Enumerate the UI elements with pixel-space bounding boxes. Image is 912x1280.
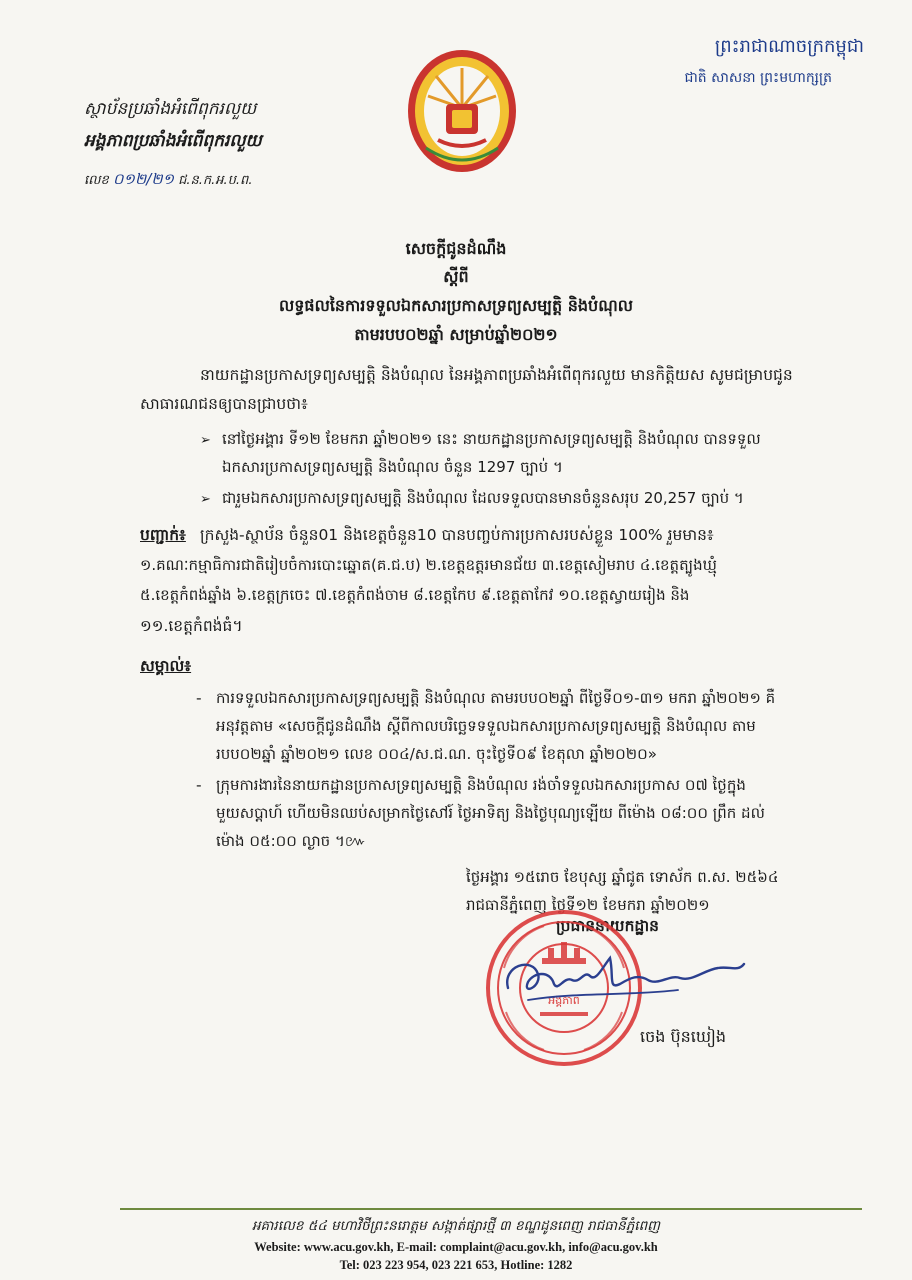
date-solar: រាជធានីភ្នំពេញ ថ្ងៃទី១២ ខែមករា ឆ្នាំ២០២១ [466,896,710,914]
stamp-center-text: អង្គភាព [548,994,580,1007]
doc-number-handwritten: ០១២/២១ [112,170,174,188]
clarification-line1: ក្រសួង-ស្ថាប័ន ចំនួន01 និងខេត្តចំនួន10 បានបញ្ចប់ការប្រកាសរបស់ខ្លួន 100% រួមមាន៖ [200,526,714,544]
note1-line3: របប០២ឆ្នាំ ឆ្នាំ២០២១ លេខ ០០៤/ស.ជ.ណ. ចុះថ្ងៃទី០៩ ខែតុលា ឆ្នាំ២០២០» [216,745,657,763]
footer-address: អគារលេខ ៥៤ មហាវិថីព្រះនរោត្តម សង្កាត់ផ្សារថ្មី ៣ ខណ្ឌដូនពេញ រាជធានីភ្នំពេញ [251,1218,660,1234]
notice-subject-line2: តាមរបប០២ឆ្នាំ សម្រាប់ឆ្នាំ២០២១ [354,325,558,344]
notice-subject-label: ស្តីពី [443,267,469,286]
footer-contact: Website: www.acu.gov.kh, E-mail: complaint@acu.gov.kh, info@acu.gov.kh [254,1240,658,1254]
kingdom-title: ព្រះរាជាណាចក្រកម្ពុជា [714,36,864,57]
clarification-line2: ១.គណៈកម្មាធិការជាតិរៀបចំការបោះឆ្នោត(គ.ជ.ប) ២.ខេត្តឧត្តរមានជ័យ ៣.ខេត្តសៀមរាប ៤.ខេត្តត្បូងឃ្មុំ [140,556,717,574]
bullet-arrow-icon: ➢ [200,433,211,448]
doc-number-prefix: លេខ [84,173,109,188]
kingdom-motto: ជាតិ សាសនា ព្រះមហាក្សត្រ [684,70,832,86]
note1-line1: ការទទួលឯកសារប្រកាសទ្រព្យសម្បត្តិ និងបំណុល តាមរបប០២ឆ្នាំ ពីថ្ងៃទី០១-៣១ មករា ឆ្នាំ២០២១ គឺ [216,689,776,707]
clarification-label: បញ្ជាក់៖ [140,526,186,544]
date-lunar: ថ្ងៃអង្គារ ១៥រោច ខែបុស្ស ឆ្នាំជូត ទោស័ក ព.ស. ២៥៦៤ [466,868,779,886]
note2-line1: ក្រុមការងារនៃនាយកដ្ឋានប្រកាសទ្រព្យសម្បត្តិ និងបំណុល រង់ចាំទទួលឯកសារប្រកាស ០៧ ថ្ងៃក្នុង [216,776,746,794]
bullet1-line2: ឯកសារប្រកាសទ្រព្យសម្បត្តិ និងបំណុល ចំនួន 1297 ច្បាប់ ។ [222,458,563,476]
intro-line1: នាយកដ្ឋានប្រកាសទ្រព្យសម្បត្តិ និងបំណុល នៃអង្គភាពប្រឆាំងអំពើពុករលួយ មានកិត្តិយស សូមជម្រាបជូន [200,366,793,384]
bullet2-line1: ជារួមឯកសារប្រកាសទ្រព្យសម្បត្តិ និងបំណុល ដែលទទួលបានមានចំនួនសរុប 20,257 ច្បាប់ ។ [222,489,744,507]
footer-phone: Tel: 023 223 954, 023 221 653, Hotline: 1282 [339,1258,573,1272]
signer-title: ប្រធាននាយកដ្ឋាន [556,917,660,935]
handwritten-signature [498,946,748,1010]
intro-line2: សាធារណជនឲ្យបានជ្រាបថា៖ [140,395,308,413]
footer-divider [120,1208,862,1210]
clarification-line4: ១១.ខេត្តកំពង់ធំ។ [140,617,243,635]
agency-name-line1: ស្ថាប័នប្រឆាំងអំពើពុករលួយ [84,99,257,119]
note-label: សម្គាល់៖ [140,657,192,675]
document-number [84,170,252,192]
notice-title: សេចក្តីជូនដំណឹង [405,239,507,258]
note2-line3: ម៉ោង ០៥:០០ ល្ងាច ។៚ [216,832,367,850]
note1-dash: - [196,689,202,707]
notice-subject-line1: លទ្ធផលនៃការទទួលឯកសារប្រកាសទ្រព្យសម្បត្តិ និងបំណុល [279,296,633,315]
bullet-arrow-icon: ➢ [200,492,211,507]
agency-name-line2: អង្គភាពប្រឆាំងអំពើពុករលួយ [84,131,262,151]
clarification-line3: ៥.ខេត្តកំពង់ឆ្នាំង ៦.ខេត្តក្រចេះ ៧.ខេត្តកំពង់ចាម ៨.ខេត្តកែប ៩.ខេត្តតាកែវ ១០.ខេត្តស្វាយរៀង និង [140,586,690,604]
bullet1-line1: នៅថ្ងៃអង្គារ ទី១២ ខែមករា ឆ្នាំ២០២១ នេះ នាយកដ្ឋានប្រកាសទ្រព្យសម្បត្តិ និងបំណុល បានទទួល [222,430,761,448]
acu-emblem-logo [406,48,518,174]
doc-number-suffix: ជ.ន.ក.អ.ប.ព. [178,173,253,188]
note1-line2: អនុវត្តតាម «សេចក្តីជូនដំណឹង ស្តីពីកាលបរិច្ឆេទទទួលឯកសារប្រកាសទ្រព្យសម្បត្តិ និងបំណុល តាម [216,717,756,735]
signer-name: ចេង ប៊ុនឃៀង [640,1027,727,1046]
note2-line2: មួយសប្តាហ៍ ហើយមិនឈប់សម្រាកថ្ងៃសៅរ៍ ថ្ងៃអាទិត្យ និងថ្ងៃបុណ្យឡើយ ពីម៉ោង ០៨:០០ ព្រឹក ដល់ [216,804,765,822]
note2-dash: - [196,776,202,794]
